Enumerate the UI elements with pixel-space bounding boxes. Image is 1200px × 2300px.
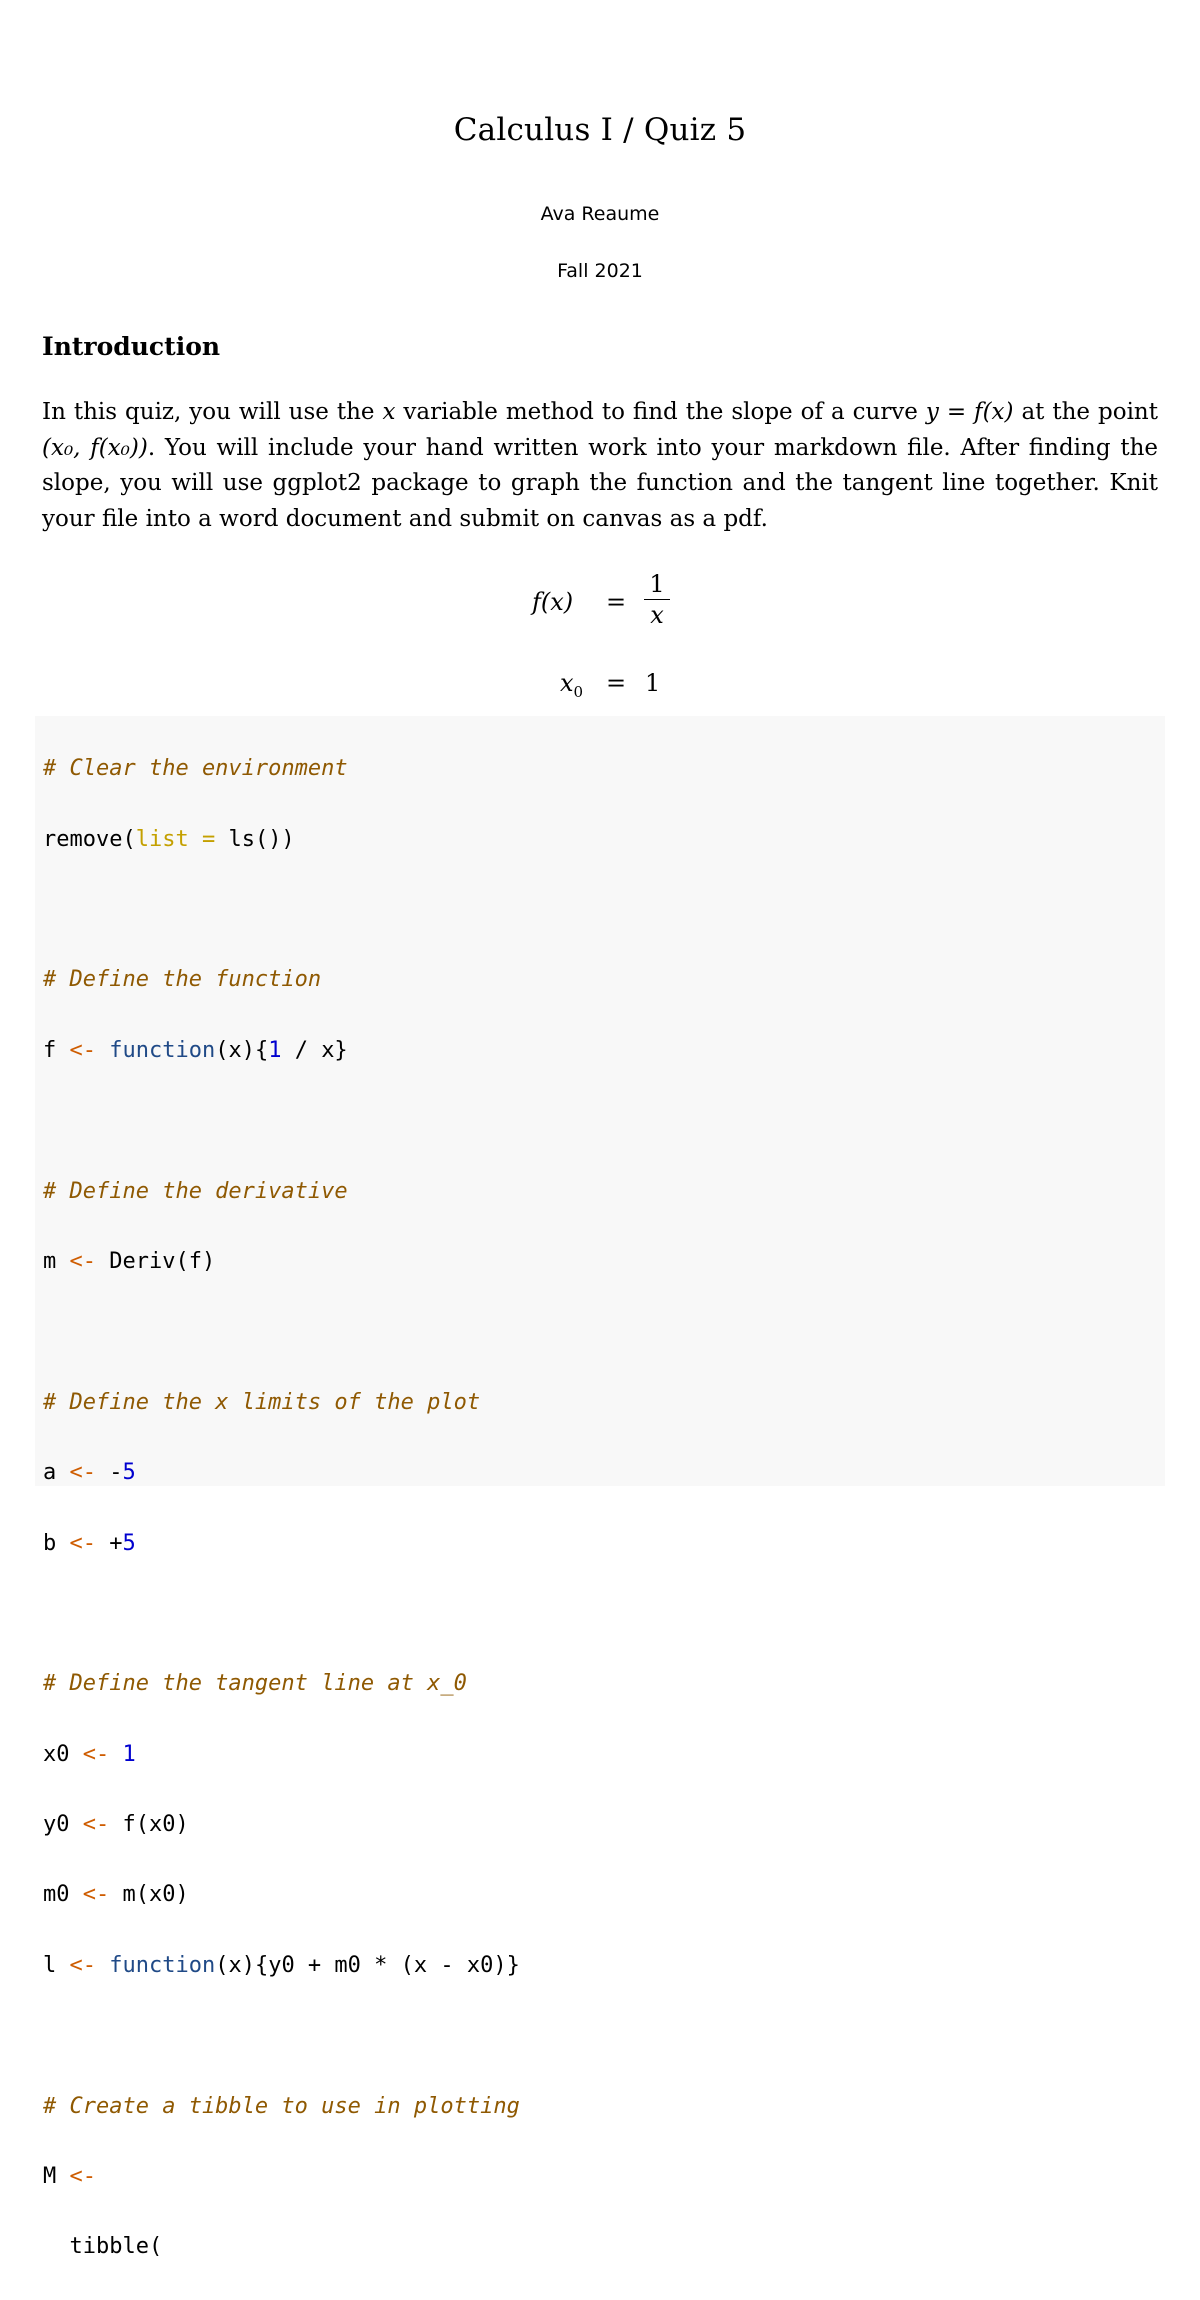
code-token: Deriv(f) [96,1248,216,1274]
code-token-op: <- [82,1741,110,1767]
code-token-op: <- [69,1530,96,1556]
code-token-number: 1 [122,1741,136,1767]
code-token: a [43,1460,70,1486]
code-token-op: <- [69,1248,96,1274]
intro-text-3: at the point [1013,399,1158,425]
code-blank-line [43,1596,520,1631]
code-token: ls()) [228,826,295,852]
intro-text-4: . You will include your hand written work into your markdown file. After finding the slope, you will use ggplot2 package to graph the function and the tangent line together. Knit your file into a word document and submit on canvas as a pdf. [42,434,1158,532]
code-token-keyword: function [109,1037,216,1063]
author-name: Ava Reaume [540,203,660,225]
code-line [43,1033,520,1068]
code-line [43,962,520,997]
code-comment: # Clear the environment [43,756,348,782]
code-line [43,1666,520,1701]
code-token-op: <- [69,1460,96,1486]
code-line [43,1526,520,1561]
code-line [43,1877,520,1912]
math-curve: y = f(x) [925,399,1014,425]
code-token: m(x0) [109,1882,189,1908]
code-token: remove( [43,826,136,852]
code-token-op: = [188,826,229,852]
code-line [43,2159,520,2194]
code-token: (x){y0 + m0 * (x - x0)} [215,1952,520,1978]
code-line [43,1244,520,1279]
code-line [43,822,520,857]
fraction-denominator: x [650,601,664,629]
code-token: - [96,1460,123,1486]
code-token: f [43,1037,70,1063]
equation-1-lhs [532,588,573,616]
code-line [43,751,520,786]
code-blank-line [43,1103,520,1138]
code-token-number: 5 [122,1530,136,1556]
code-token: tibble( [43,2234,163,2260]
code-line [43,1174,520,1209]
code-token-op: <- [69,1952,96,1978]
code-line [43,1737,520,1772]
eq2-lhs-sub: 0 [573,682,584,701]
code-blank-line [43,2018,520,2053]
code-line [43,2089,520,2124]
code-token-op: <- [82,1882,110,1908]
code-token: (x){ [215,1037,269,1063]
code-token: x0 [43,1741,83,1767]
code-comment: # Define the x limits of the plot [43,1389,481,1415]
code-token: / x} [281,1037,348,1063]
code-token: m0 [43,1882,83,1908]
code-token-op: <- [69,1037,96,1063]
code-line [43,1948,520,1983]
equation-2-rhs: 1 [645,669,661,697]
code-token: + [96,1530,123,1556]
math-var-x: x [382,399,396,425]
code-listing [43,716,520,2300]
code-comment: # Define the tangent line at x_0 [43,1671,467,1697]
code-comment: # Define the function [43,967,322,993]
code-token-number: 5 [122,1460,136,1486]
code-token: f(x0) [109,1812,189,1838]
code-token: M [43,2164,70,2190]
equation-2-lhs [560,669,583,701]
code-token-keyword: function [109,1952,216,1978]
code-line [43,1807,520,1842]
code-comment: # Define the derivative [43,1178,348,1204]
document-title: Calculus I / Quiz 5 [453,112,747,148]
document-date: Fall 2021 [557,260,643,282]
equation-2-equals: = [606,669,627,697]
code-block [35,716,1165,2260]
equation-1-fraction [644,570,670,630]
eq1-lhs-text: f(x) [532,588,574,616]
code-comment: # Create a tibble to use in plotting [43,2093,520,2119]
eq2-lhs-var: x [560,669,574,697]
code-line [43,1455,520,1490]
fraction-numerator: 1 [649,570,665,598]
code-blank-line [43,892,520,927]
code-token-op: <- [82,1812,110,1838]
code-token: b [43,1530,70,1556]
code-token: y0 [43,1812,83,1838]
intro-paragraph [42,395,1158,537]
intro-text-1: In this quiz, you will use the [42,399,383,425]
section-heading-introduction: Introduction [42,332,221,361]
code-token: m [43,1248,70,1274]
code-token-op: <- [69,2164,96,2190]
math-point: (x₀, f(x₀)) [42,434,148,461]
code-token-arg: list [135,826,189,852]
code-line [43,2229,520,2264]
code-token-number: 1 [268,1037,282,1063]
code-blank-line [43,1314,520,1349]
intro-text-2: variable method to find the slope of a curve [395,399,926,425]
equation-1-equals: = [606,588,627,616]
code-line [43,1385,520,1420]
code-token: l [43,1952,70,1978]
